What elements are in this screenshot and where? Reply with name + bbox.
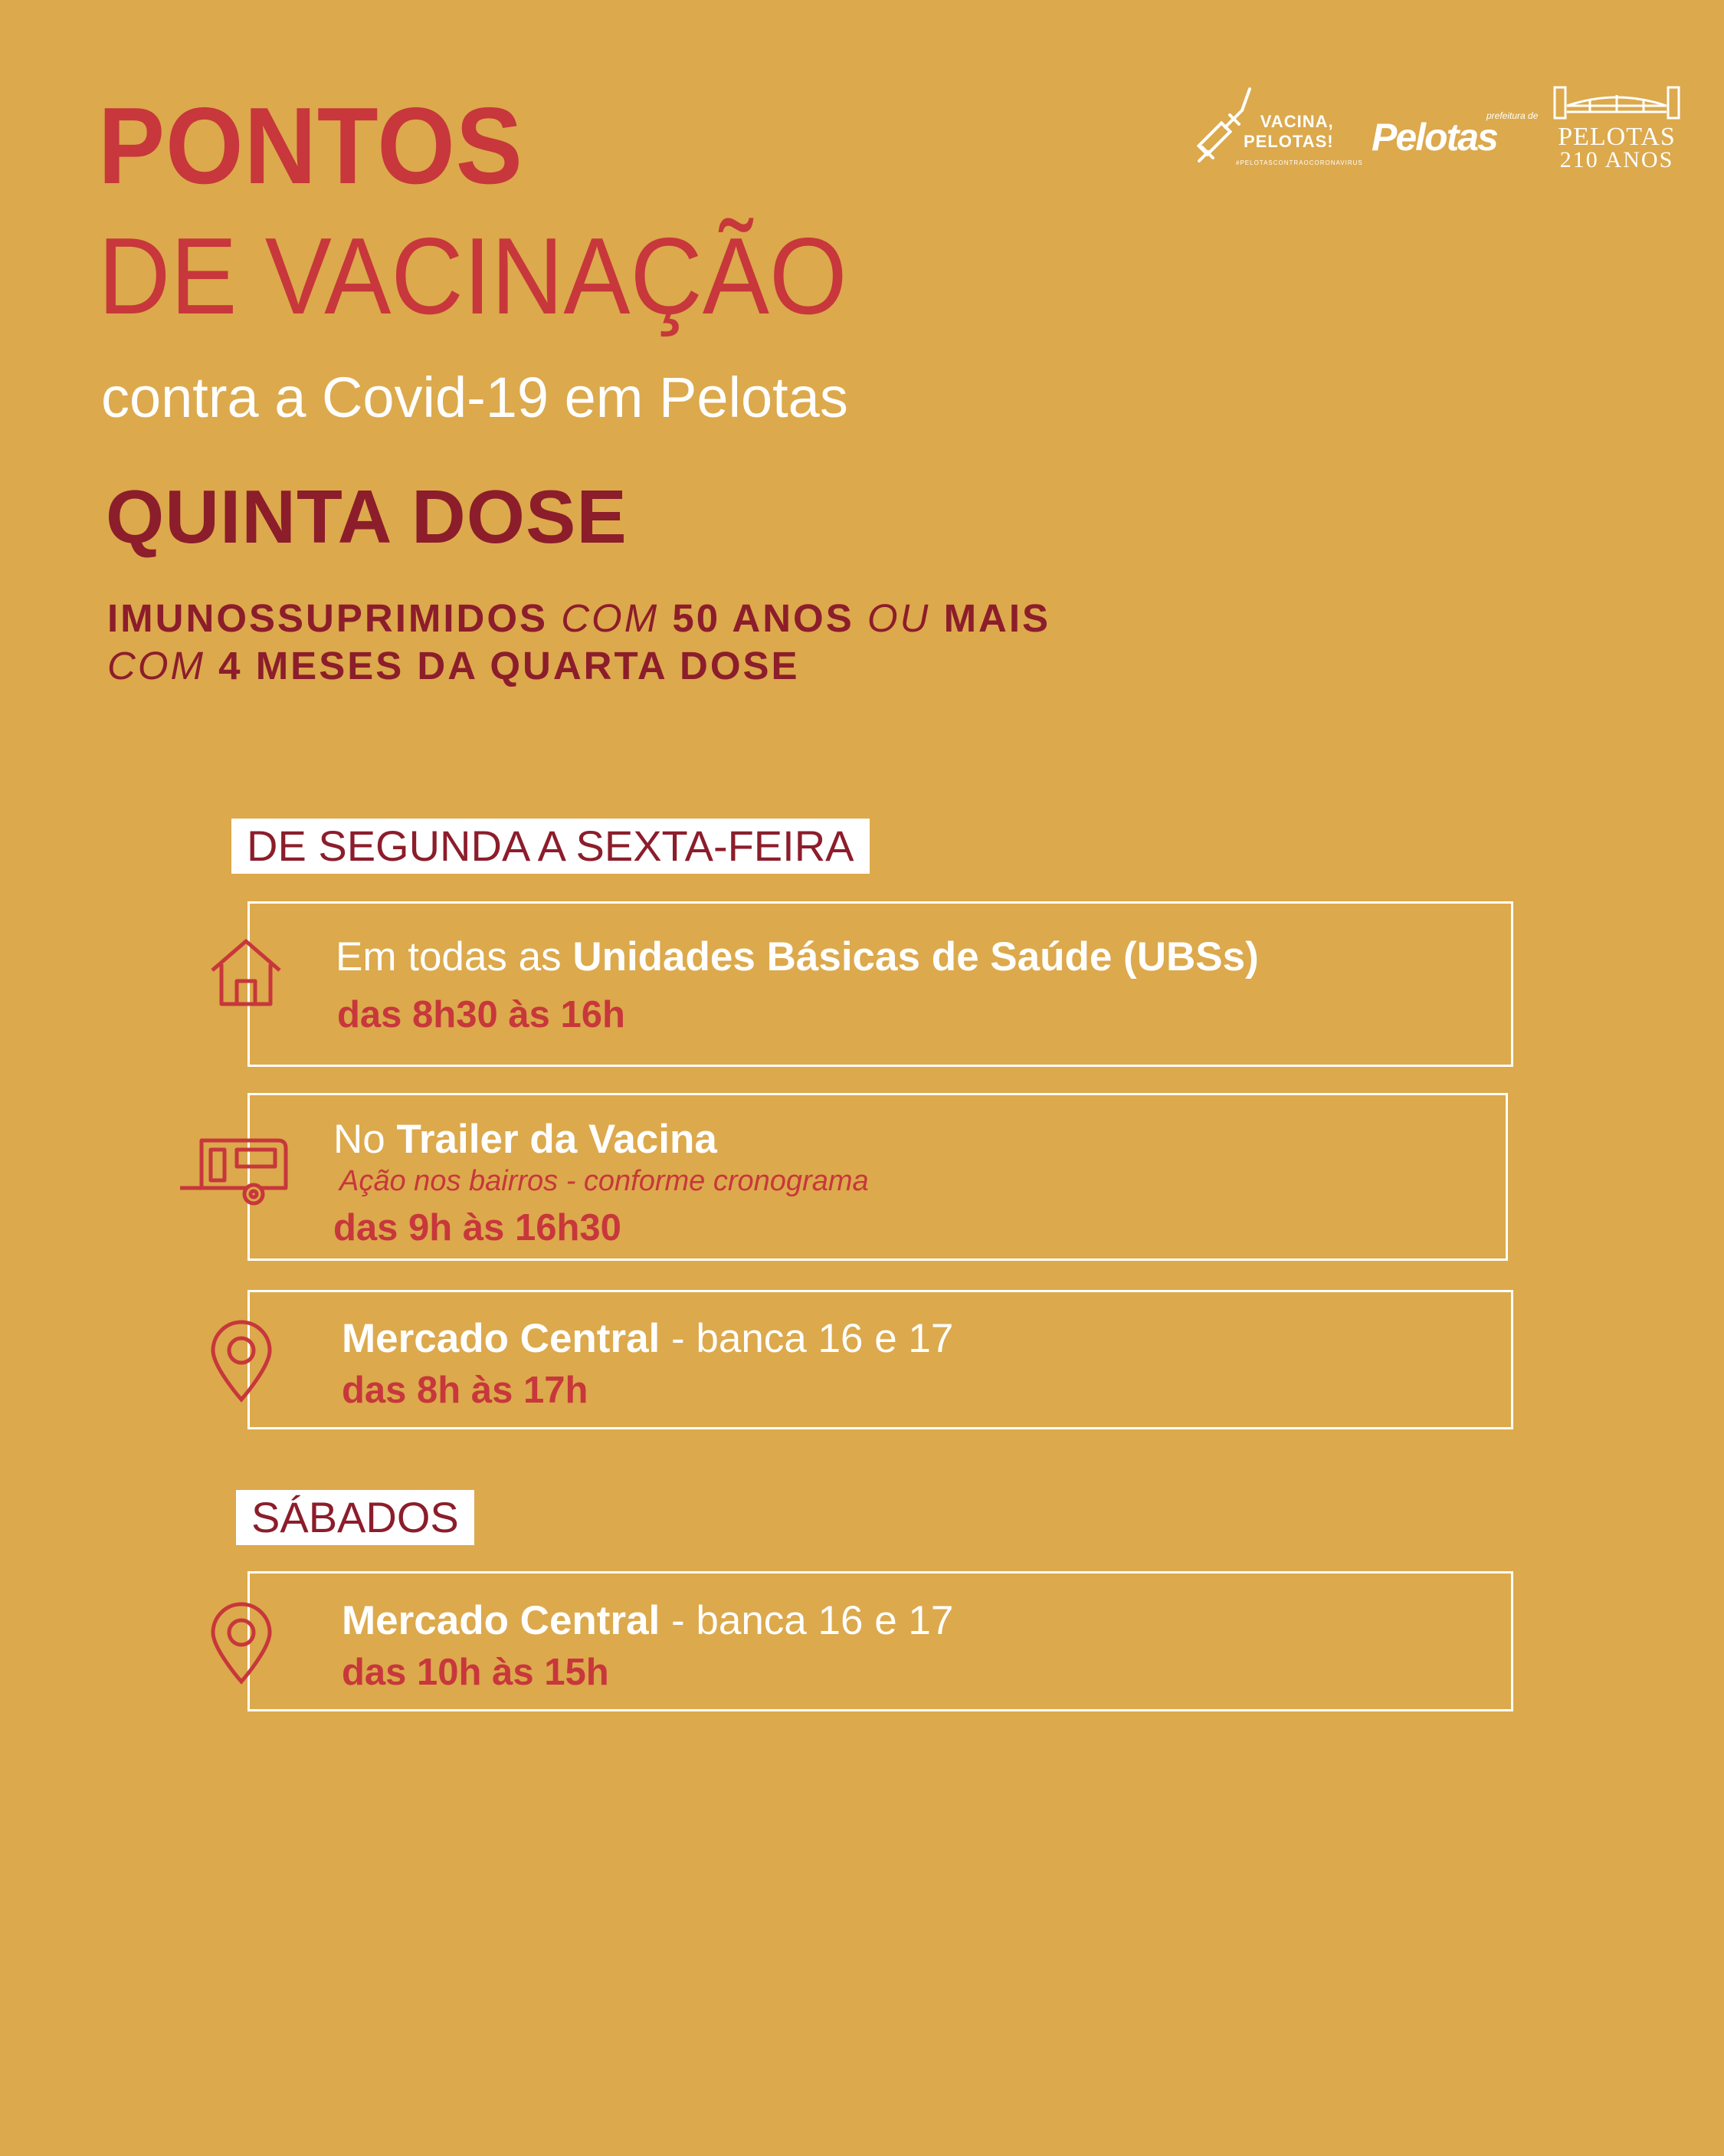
criteria-segment: OU [867,596,944,640]
criteria-segment: COM [107,644,219,687]
trailer-prefix: No [333,1117,397,1162]
ubs-name: Unidades Básicas de Saúde (UBSs) [572,934,1259,980]
mercado-suffix: - banca 16 e 17 [660,1316,954,1361]
mercado-name: Mercado Central [342,1598,660,1643]
prefeitura-pelotas-logo [1372,110,1539,159]
title-line-2: DE VACINAÇÃO [98,215,847,337]
location-card-ubs [247,901,1513,1067]
bridge-emblem-icon [1544,83,1690,125]
criteria [107,595,1050,690]
criteria-line-1 [107,595,1050,642]
pelotas-logo-name: Pelotas [1372,116,1497,159]
pelotas-logo-prefix: prefeitura de [1486,110,1539,121]
trailer-name: Trailer da Vacina [396,1117,717,1162]
weekdays-label: DE SEGUNDA A SEXTA-FEIRA [231,819,870,874]
saturday-label: SÁBADOS [236,1490,474,1545]
vacina-logo-line-1: VACINA, [1260,112,1334,131]
vacina-logo-line-2: PELOTAS! [1244,132,1334,151]
vacina-logo-tagline: #PELOTASCONTRAOCORONAVIRUS [1236,159,1363,166]
vacina-pelotas-logo [1191,84,1363,172]
criteria-segment: 50 ANOS [672,596,867,640]
mercado-weekdays-hours: das 8h às 17h [342,1370,588,1411]
mercado-name: Mercado Central [342,1316,660,1361]
anniversary-logo-line-2: 210 ANOS [1559,147,1674,172]
ubs-prefix: Em todas as [336,934,573,980]
trailer-hours: das 9h às 16h30 [333,1207,621,1249]
criteria-segment: COM [561,596,673,640]
subtitle: contra a Covid-19 em Pelotas [101,366,848,429]
mercado-saturday-text [342,1597,953,1644]
title-line-1: PONTOS [98,85,523,207]
criteria-line-2 [107,642,1050,690]
criteria-segment: IMUNOSSUPRIMIDOS [107,596,562,640]
ubs-location-text [336,934,1259,980]
vacina-logo-text [1244,112,1334,152]
criteria-segment: MAIS [943,596,1051,640]
trailer-icon [179,1133,290,1209]
pelotas-210-anos-logo [1544,83,1690,175]
trailer-location-text [333,1116,717,1163]
criteria-segment: 4 MESES DA QUARTA DOSE [218,644,800,687]
location-pin-icon [208,1602,274,1686]
trailer-note: Ação nos bairros - conforme cronograma [339,1165,869,1197]
anniversary-logo-line-1: PELOTAS [1558,123,1676,151]
location-pin-icon [208,1320,274,1404]
mercado-saturday-hours: das 10h às 15h [342,1652,609,1693]
mercado-weekdays-text [342,1315,953,1362]
house-icon [209,937,283,1009]
dose-heading: QUINTA DOSE [106,474,628,559]
mercado-suffix: - banca 16 e 17 [660,1598,954,1643]
ubs-hours: das 8h30 às 16h [337,994,625,1035]
